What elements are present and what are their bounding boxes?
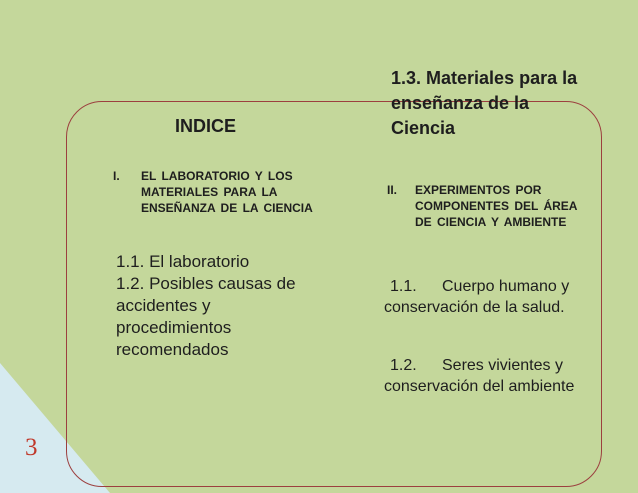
section-2-title: EXPERIMENTOS POR COMPONENTES DEL ÁREA DE CIENCIA Y AMBIENTE xyxy=(415,183,578,229)
index-title: INDICE xyxy=(175,116,237,136)
section-2-item-2-text: Seres vivientes y conservación del ambiente xyxy=(384,357,575,395)
section-1-item-2: 1.2. Posibles causas de accidentes y procedimientos recomendados xyxy=(116,274,296,359)
top-note: 1.3. Materiales para la enseñanza de la Ciencia xyxy=(391,68,578,138)
section-2-item-1-text: Cuerpo humano y conservación de la salud. xyxy=(384,278,570,316)
section-1-numeral: I. xyxy=(113,169,120,183)
section-2-item-1-number: 1.1. xyxy=(390,278,417,295)
section-2-numeral: II. xyxy=(387,183,398,197)
section-1-heading xyxy=(113,168,313,216)
section-2-heading xyxy=(387,182,577,230)
section-2-item-2-number: 1.2. xyxy=(390,357,417,374)
section-1-title: EL LABORATORIO Y LOS MATERIALES PARA LA ENSEÑANZA DE LA CIENCIA xyxy=(141,169,313,215)
section-2-item-1 xyxy=(384,276,584,318)
section-1-items xyxy=(116,251,316,361)
page-number: 3 xyxy=(25,434,38,461)
section-2-item-2 xyxy=(384,355,584,397)
section-1-item-1: 1.1. El laboratorio xyxy=(116,252,250,271)
